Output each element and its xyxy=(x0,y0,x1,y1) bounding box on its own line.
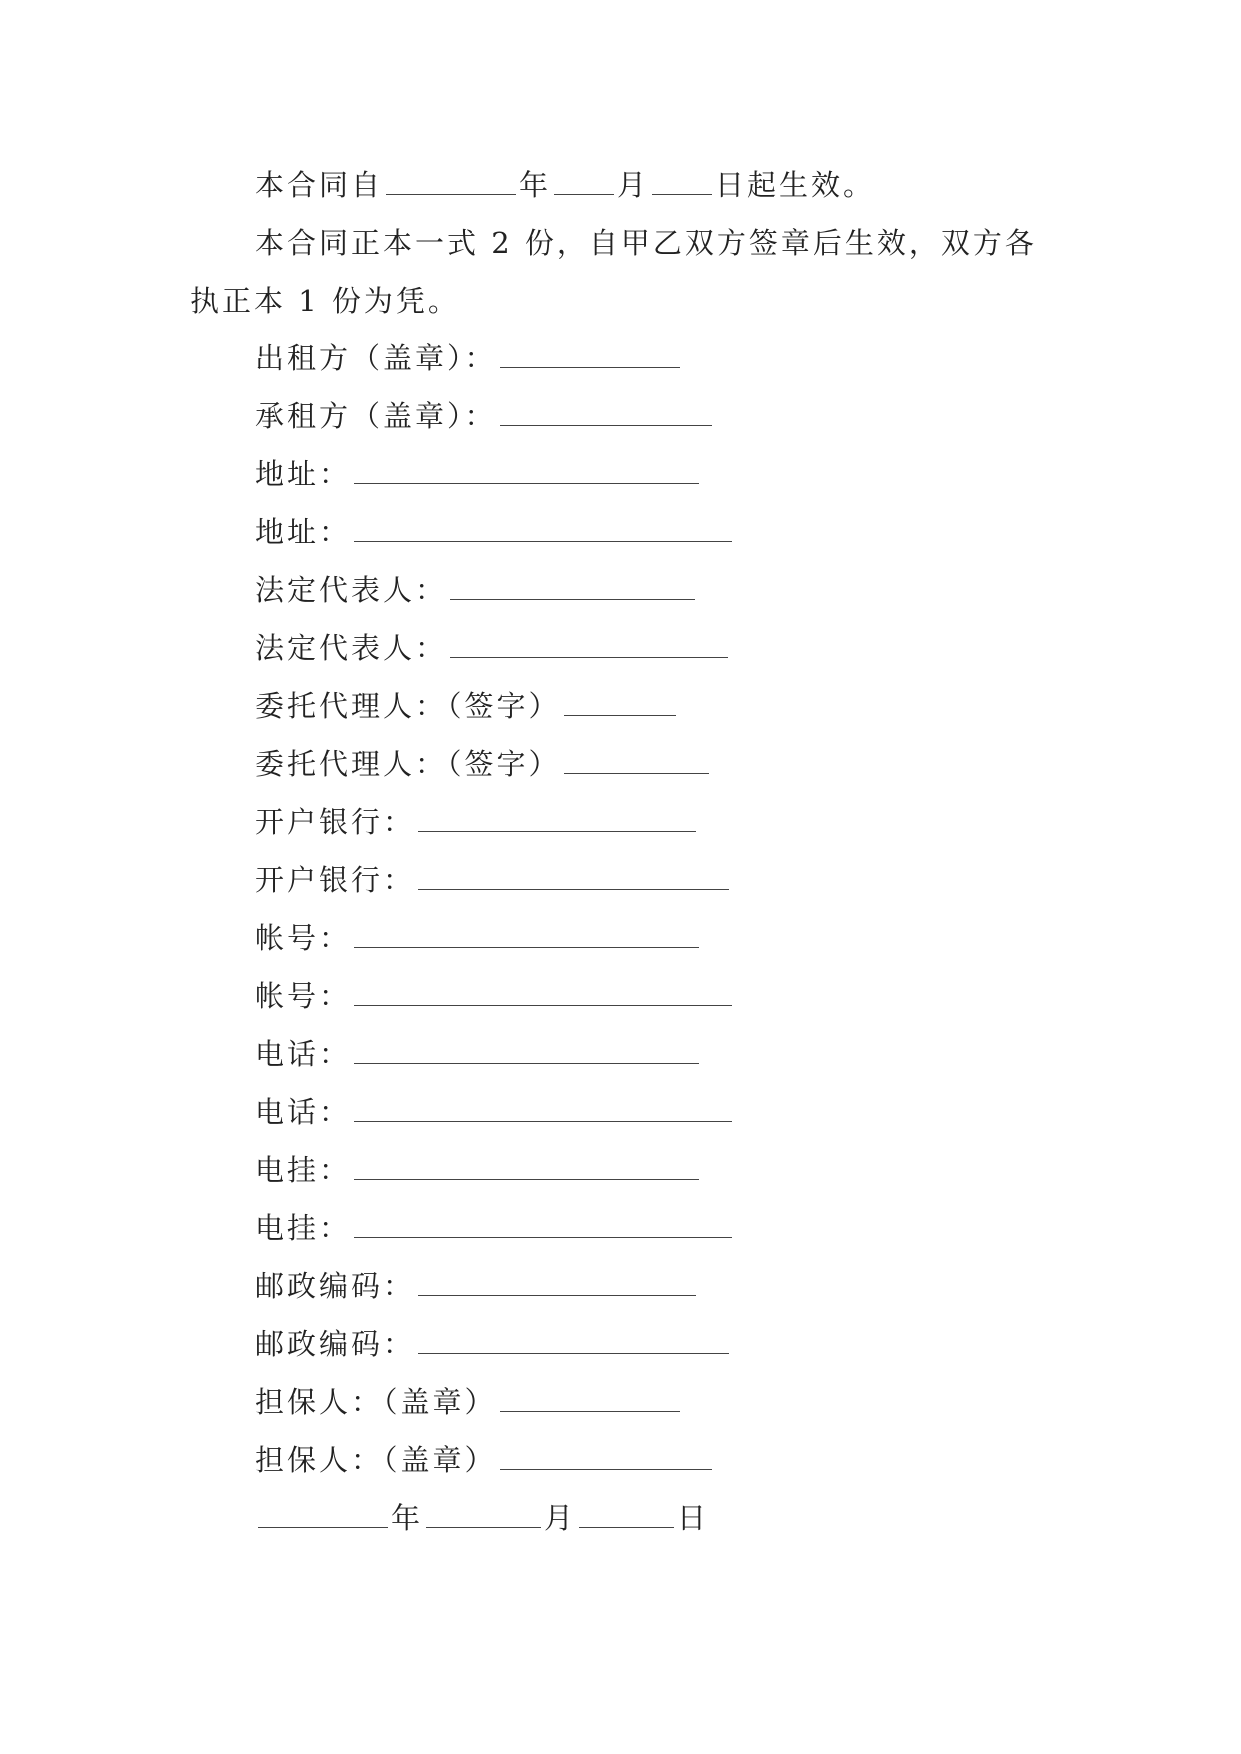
field-postcode-lessee xyxy=(255,1315,732,1373)
field-lessee-seal xyxy=(255,387,715,445)
field-phone-lessee xyxy=(255,1083,735,1141)
field-telegraph-lessee xyxy=(255,1199,735,1257)
field-label: 法定代表人： xyxy=(255,631,448,665)
field-blank[interactable] xyxy=(354,1215,732,1238)
field-guarantor-lessee xyxy=(255,1431,715,1489)
field-legal-rep-lessor xyxy=(255,561,698,619)
field-lessor-seal xyxy=(255,329,683,387)
field-label: 电话： xyxy=(255,1095,352,1129)
effective-suffix: 日起生效。 xyxy=(715,168,876,202)
day-blank[interactable] xyxy=(579,1505,674,1528)
field-blank[interactable] xyxy=(500,1389,680,1412)
field-label: 邮政编码： xyxy=(255,1327,416,1361)
effective-prefix: 本合同自 xyxy=(255,168,384,202)
field-label: 担保人：（盖章） xyxy=(255,1385,497,1419)
month-label: 月 xyxy=(544,1501,577,1535)
field-label: 帐号： xyxy=(255,979,352,1013)
field-label: 法定代表人： xyxy=(255,573,448,607)
field-label: 地址： xyxy=(255,515,352,549)
field-blank[interactable] xyxy=(354,1041,699,1064)
field-blank[interactable] xyxy=(450,635,728,658)
field-blank[interactable] xyxy=(418,1331,729,1354)
field-label: 委托代理人：（签字） xyxy=(255,747,561,781)
field-account-lessee xyxy=(255,967,735,1025)
field-label: 担保人：（盖章） xyxy=(255,1443,497,1477)
field-label: 地址： xyxy=(255,457,352,491)
year-blank[interactable] xyxy=(258,1505,388,1528)
field-label: 电挂： xyxy=(255,1211,352,1245)
field-label: 帐号： xyxy=(255,921,352,955)
field-blank[interactable] xyxy=(500,1447,712,1470)
year-blank[interactable] xyxy=(386,172,516,195)
field-blank[interactable] xyxy=(418,809,696,832)
field-label: 电挂： xyxy=(255,1153,352,1187)
year-label: 年 xyxy=(391,1501,424,1535)
field-blank[interactable] xyxy=(450,577,695,600)
signing-date-line xyxy=(255,1489,709,1547)
field-label: 出租方（盖章）： xyxy=(255,341,497,375)
field-blank[interactable] xyxy=(500,345,680,368)
field-bank-lessee xyxy=(255,851,732,909)
field-address-lessor xyxy=(255,445,702,503)
field-blank[interactable] xyxy=(564,693,676,716)
field-label: 电话： xyxy=(255,1037,352,1071)
copies-clause: 本合同正本一式 2 份，自甲乙双方签章后生效，双方各执正本 1 份为凭。 xyxy=(190,226,1037,318)
effective-date-clause xyxy=(255,156,875,214)
field-agent-lessor xyxy=(255,677,679,735)
field-telegraph-lessor xyxy=(255,1141,702,1199)
field-label: 开户银行： xyxy=(255,863,416,897)
field-blank[interactable] xyxy=(354,983,732,1006)
field-blank[interactable] xyxy=(354,461,699,484)
field-phone-lessor xyxy=(255,1025,702,1083)
month-blank[interactable] xyxy=(554,172,614,195)
field-blank[interactable] xyxy=(418,867,729,890)
field-blank[interactable] xyxy=(354,1099,732,1122)
day-blank[interactable] xyxy=(652,172,712,195)
year-label: 年 xyxy=(519,168,552,202)
field-agent-lessee xyxy=(255,735,712,793)
field-label: 邮政编码： xyxy=(255,1269,416,1303)
field-label: 承租方（盖章）： xyxy=(255,399,497,433)
field-blank[interactable] xyxy=(354,1157,699,1180)
field-label: 委托代理人：（签字） xyxy=(255,689,561,723)
field-blank[interactable] xyxy=(354,519,732,542)
field-account-lessor xyxy=(255,909,702,967)
field-blank[interactable] xyxy=(418,1273,696,1296)
month-label: 月 xyxy=(617,168,650,202)
field-blank[interactable] xyxy=(564,751,709,774)
field-blank[interactable] xyxy=(500,403,712,426)
day-label: 日 xyxy=(677,1501,710,1535)
field-legal-rep-lessee xyxy=(255,619,731,677)
month-blank[interactable] xyxy=(426,1505,541,1528)
field-postcode-lessor xyxy=(255,1257,699,1315)
field-label: 开户银行： xyxy=(255,805,416,839)
field-blank[interactable] xyxy=(354,925,699,948)
field-guarantor-lessor xyxy=(255,1373,683,1431)
field-bank-lessor xyxy=(255,793,699,851)
field-address-lessee xyxy=(255,503,735,561)
